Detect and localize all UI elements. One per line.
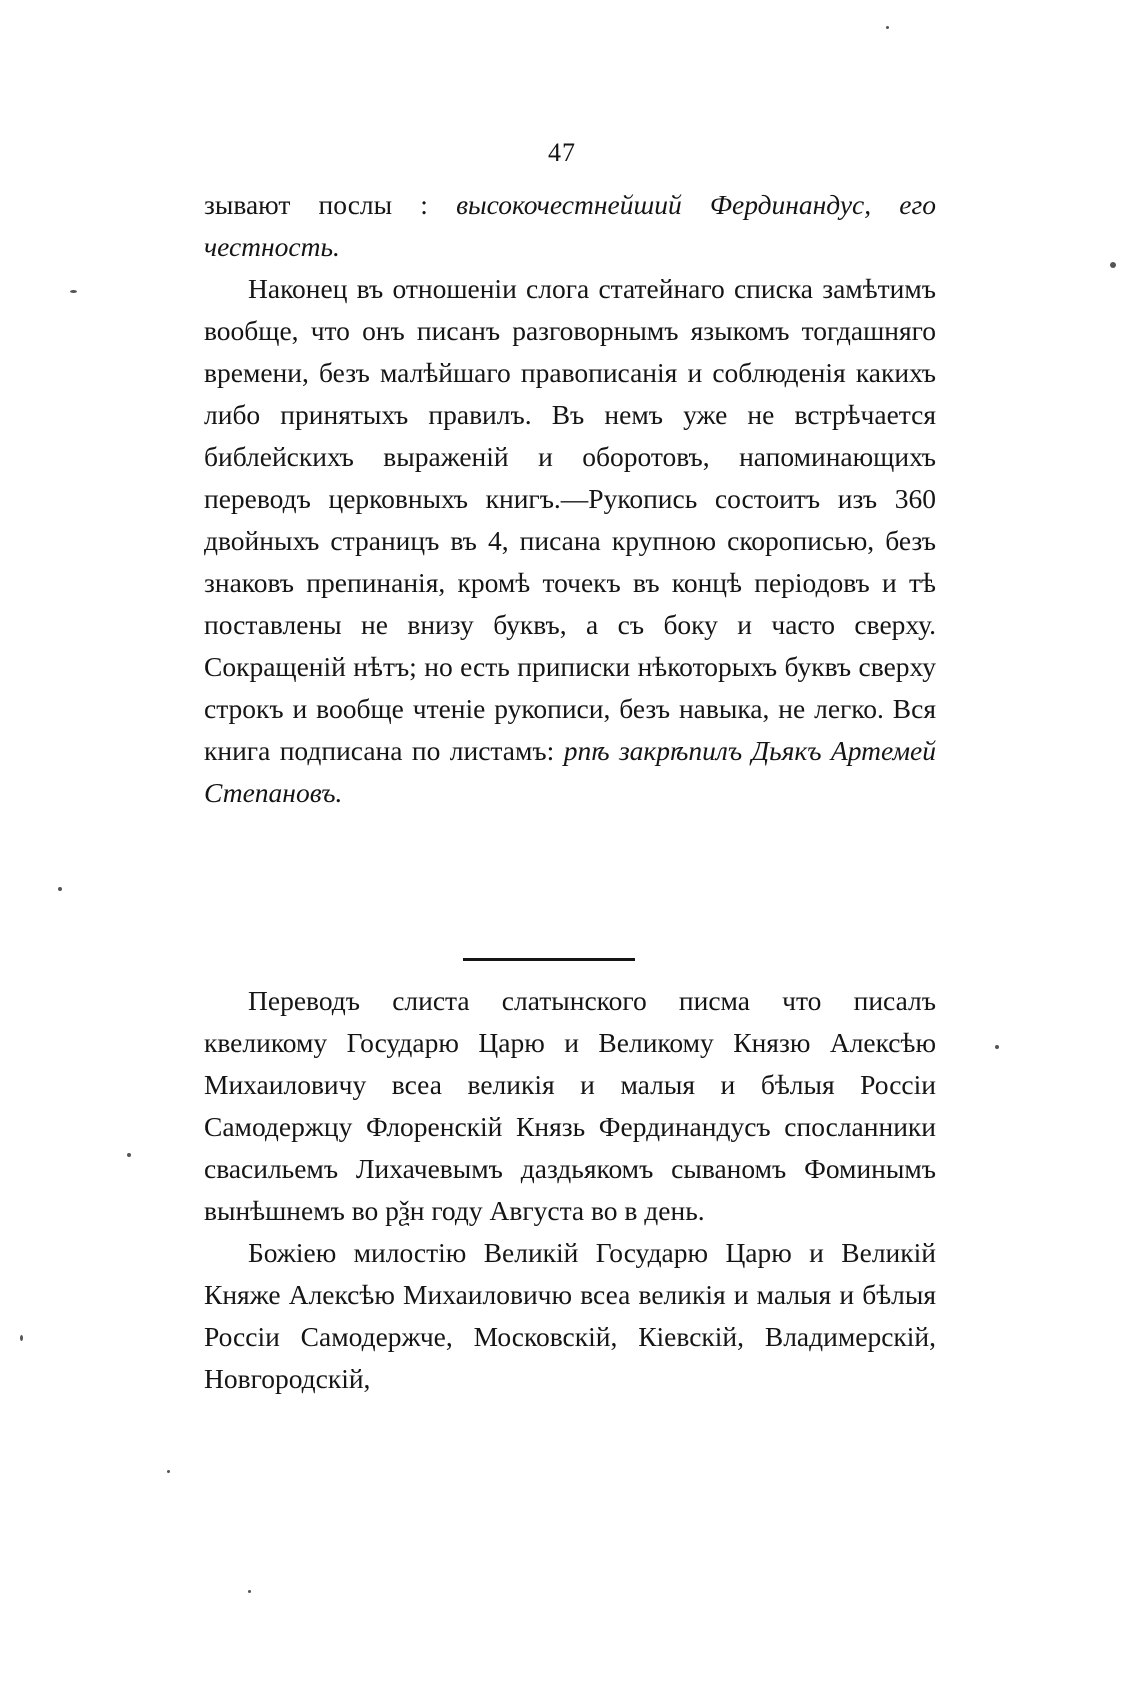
scan-speck [1110, 262, 1116, 268]
scan-speck [248, 1590, 251, 1593]
scan-speck [70, 290, 77, 293]
scan-speck [20, 1335, 23, 1341]
scan-speck [127, 1153, 131, 1157]
scan-speck [58, 887, 62, 891]
text-block-bottom [204, 980, 936, 1400]
scan-speck [995, 1045, 999, 1049]
paragraph-style-text: Наконец въ отношеніи слога статейнаго списка замѣтимъ вообще, что онъ писанъ разговорнымъ языкомъ тогдашняго времени, безъ малѣйшаго правописанія и соблюденія какихъ либо принятыхъ правилъ. Въ немъ уже не встрѣчается библейскихъ выраженій и оборотовъ, напоминающихъ переводъ церковныхъ книгъ.—Рукопись состоитъ изъ 360 двойныхъ страницъ въ 4, писана крупною скорописью, безъ знаковъ препинанія, кромѣ точекъ въ концѣ періодовъ и тѣ поставлены не внизу буквъ, а съ боку и часто сверху. Сокращеній нѣтъ; но есть приписки нѣкоторыхъ буквъ сверху строкъ и вообще чтеніе рукописи, безъ навыка, не легко. Вся книга подписана по листамъ: [204, 273, 936, 766]
text-block-top [204, 184, 936, 814]
section-divider [463, 958, 635, 961]
page-number: 47 [548, 138, 576, 167]
intro-paragraph [204, 184, 936, 268]
intro-plain-text: зывают послы : [204, 189, 457, 220]
paragraph-translation-heading: Переводъ слиста слатынского писма что писалъ квеликому Государю Царю и Великому Князю Алексѣю Михаиловичу всеа великія и малыя и бѣлыя Россіи Самодержцу Флоренскій Князь Фердинандусъ спосланники свасильемъ Лихачевымъ даздьякомъ сываномъ Фоминымъ вынѣшнемъ во рѯн году Августа во в день. [204, 985, 936, 1226]
scan-speck [167, 1470, 170, 1473]
paragraph-style-notes [204, 268, 936, 814]
paragraph-letter-opening: Божіею милостію Великій Государю Царю и Великій Княже Алексѣю Михаиловичю всеа великія и малыя и бѣлыя Россіи Самодержче, Московскій, Кіевскій, Владимерскій, Новгородскій, [204, 1237, 936, 1394]
scan-speck [886, 26, 889, 29]
intro-italic-text: высокочестнейший Фердинандус, его честность. [204, 189, 936, 262]
manuscript-signature: рпѣ закрѣпилъ Дьякъ Артемей Степановъ. [204, 735, 937, 808]
